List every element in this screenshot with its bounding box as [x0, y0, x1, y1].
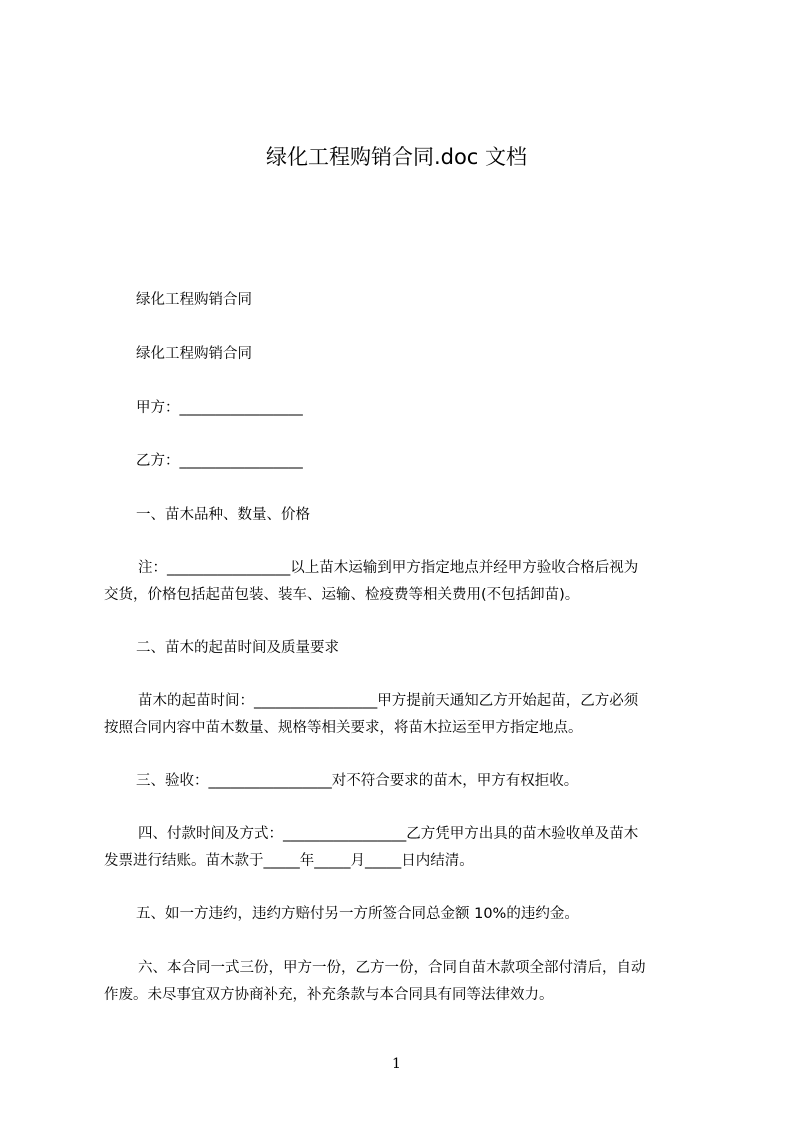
contract-subheading: 绿化工程购销合同	[136, 346, 252, 362]
section-2-body-line-2: 按照合同内容中苗木数量、规格等相关要求，将苗木拉运至甲方指定地点。	[104, 720, 583, 736]
section-1-heading: 一、苗木品种、数量、价格	[136, 507, 310, 523]
section-5-breach: 五、如一方违约，违约方赔付另一方所签合同总金额 10%的违约金。	[136, 906, 579, 922]
section-1-note-line-1: 注：_________________以上苗木运输到甲方指定地点并经甲方验收合格后视为	[138, 560, 639, 576]
party-b-line: 乙方：_________________	[136, 453, 303, 469]
section-4-payment-line-2: 发票进行结账。苗木款于_____年_____月_____日内结清。	[104, 853, 474, 869]
contract-heading: 绿化工程购销合同	[136, 292, 252, 308]
section-4-payment-line-1: 四、付款时间及方式：_________________乙方凭甲方出具的苗木验收单及苗木	[138, 826, 639, 842]
page-number: 1	[392, 1056, 401, 1072]
section-1-note-line-2: 交货，价格包括起苗包装、装车、运输、检疫费等相关费用(不包括卸苗)。	[104, 587, 580, 603]
section-2-heading: 二、苗木的起苗时间及质量要求	[136, 640, 339, 656]
party-a-line: 甲方：_________________	[136, 400, 303, 416]
section-3-acceptance: 三、验收：_________________对不符合要求的苗木，甲方有权拒收。	[136, 773, 579, 789]
section-2-body-line-1: 苗木的起苗时间：_________________甲方提前天通知乙方开始起苗，乙方必须	[138, 693, 639, 709]
document-title: 绿化工程购销合同.doc 文档	[265, 145, 528, 169]
section-6-copies-line-1: 六、本合同一式三份，甲方一份，乙方一份，合同自苗木款项全部付清后，自动	[138, 960, 646, 976]
section-6-copies-line-2: 作废。未尽事宜双方协商补充，补充条款与本合同具有同等法律效力。	[104, 987, 554, 1003]
